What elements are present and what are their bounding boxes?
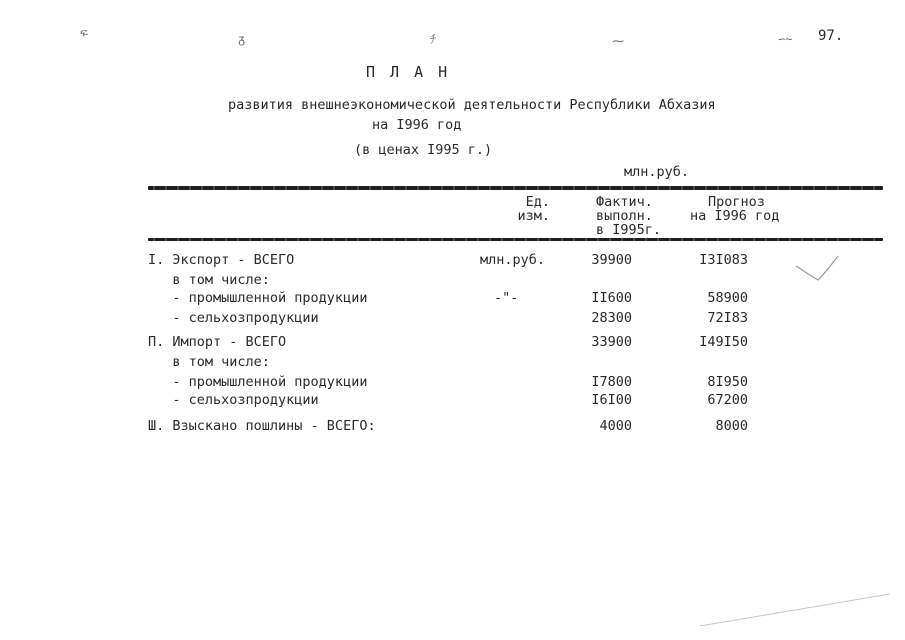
scan-mark: ⁓ — [612, 34, 624, 48]
header-forecast-1: Прогноз — [708, 194, 765, 210]
check-mark-icon — [792, 252, 842, 286]
row-label: в том числе: — [148, 354, 270, 370]
document-title: П Л А Н — [366, 63, 451, 81]
header-unit-1: Ед. — [525, 194, 550, 210]
row-label: в том числе: — [148, 272, 270, 288]
row-label: Ш. Взыскано пошлины - ВСЕГО: — [148, 418, 376, 434]
row-actual: 39900 — [591, 252, 632, 268]
price-note: (в ценах I995 г.) — [354, 142, 493, 158]
row-label: - сельхозпродукции — [148, 392, 319, 408]
row-label: - промышленной продукции — [148, 290, 368, 306]
units-note: млн.руб. — [624, 164, 690, 180]
header-actual-3: в I995г. — [596, 222, 662, 238]
table-header-rule — [148, 238, 883, 241]
row-label: I. Экспорт - ВСЕГО — [148, 252, 295, 268]
subtitle-line-2: на I996 год — [372, 117, 462, 133]
row-actual: I7800 — [591, 374, 632, 390]
scan-mark: ﾁ — [430, 32, 437, 46]
header-unit-2: изм. — [517, 208, 550, 224]
row-actual: 28300 — [591, 310, 632, 326]
scan-line — [700, 590, 900, 630]
row-actual: II600 — [591, 290, 632, 306]
row-unit: -"- — [494, 290, 519, 306]
row-forecast: 8I950 — [707, 374, 748, 390]
row-forecast: 67200 — [707, 392, 748, 408]
row-unit: млн.руб. — [480, 252, 546, 268]
row-label: - промышленной продукции — [148, 374, 368, 390]
row-forecast: I3I083 — [699, 252, 748, 268]
scan-mark: ∽∼ — [778, 32, 793, 46]
row-actual: 4000 — [599, 418, 632, 434]
row-actual: I6I00 — [591, 392, 632, 408]
row-forecast: 72I83 — [707, 310, 748, 326]
scan-mark: ᵹ — [238, 32, 246, 46]
table-top-rule — [148, 186, 883, 190]
row-forecast: I49I50 — [699, 334, 748, 350]
row-label: - сельхозпродукции — [148, 310, 319, 326]
row-actual: 33900 — [591, 334, 632, 350]
row-label: П. Импорт - ВСЕГО — [148, 334, 287, 350]
header-actual-2: выполн. — [596, 208, 653, 224]
row-forecast: 58900 — [707, 290, 748, 306]
page-number: 97. — [818, 28, 844, 44]
header-forecast-2: на I996 год — [690, 208, 780, 224]
header-actual-1: Фактич. — [596, 194, 653, 210]
scan-mark: ፍ — [80, 26, 88, 40]
subtitle-line-1: развития внешнеэкономической деятельности Республики Абхазия — [228, 97, 716, 113]
row-forecast: 8000 — [715, 418, 748, 434]
